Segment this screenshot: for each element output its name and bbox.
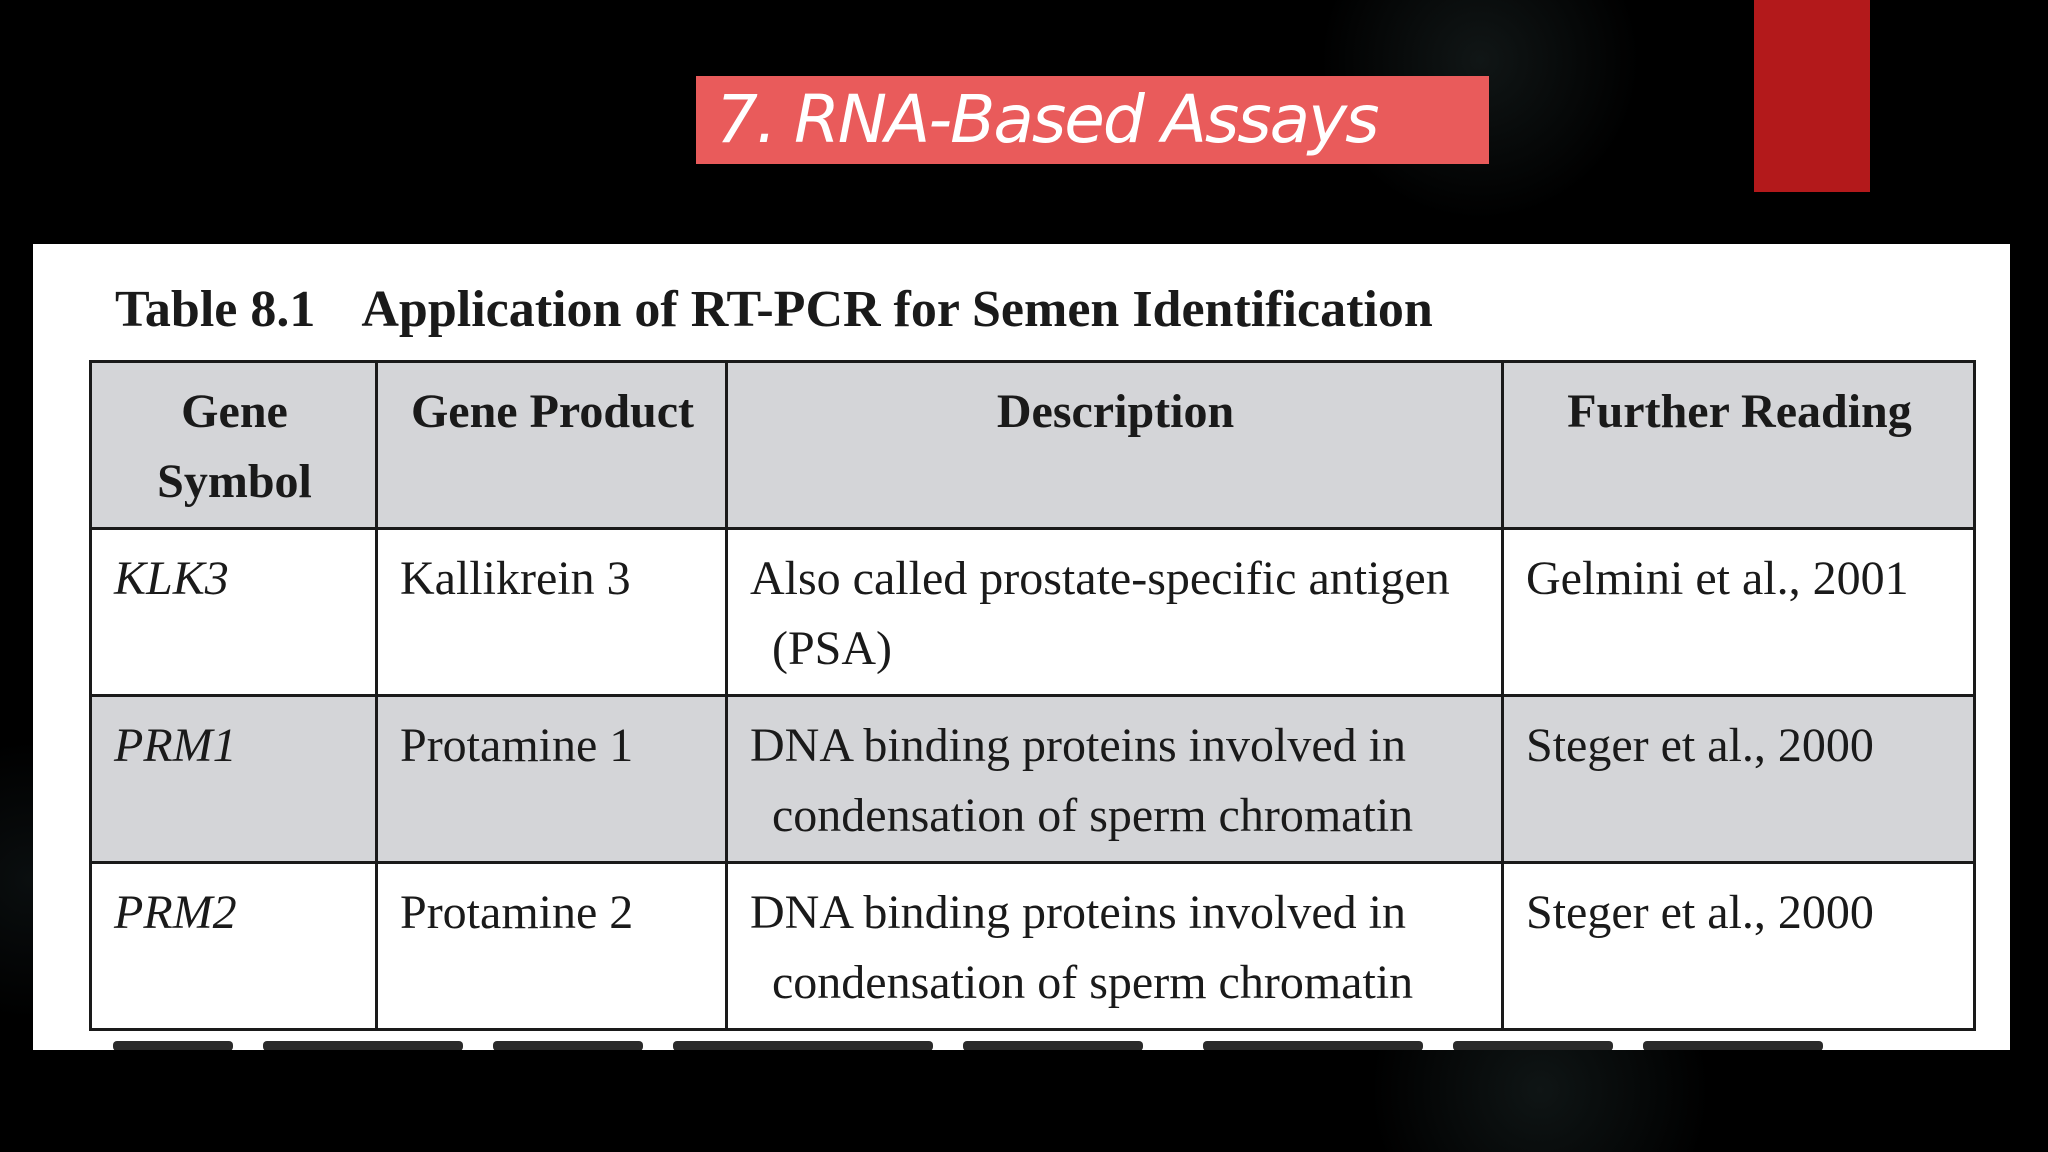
header-further-reading: Further Reading bbox=[1503, 362, 1975, 529]
accent-bar bbox=[1754, 0, 1870, 192]
table-caption-number: Table 8.1 bbox=[115, 281, 316, 338]
cell-further-reading: Gelmini et al., 2001 bbox=[1503, 529, 1975, 696]
cell-gene-product: Protamine 1 bbox=[377, 696, 727, 863]
cell-gene-symbol: PRM2 bbox=[91, 863, 377, 1030]
table-image bbox=[33, 244, 2010, 1050]
table-row bbox=[91, 529, 1975, 696]
description-line-1: Also called prostate-specific antigen bbox=[750, 552, 1450, 605]
table-header-row bbox=[91, 362, 1975, 529]
cell-gene-symbol: KLK3 bbox=[91, 529, 377, 696]
cell-gene-symbol: PRM1 bbox=[91, 696, 377, 863]
cell-gene-product: Kallikrein 3 bbox=[377, 529, 727, 696]
table-caption-title: Application of RT-PCR for Semen Identification bbox=[361, 281, 1433, 338]
slide-title: 7. RNA-Based Assays bbox=[716, 81, 1378, 158]
cell-further-reading: Steger et al., 2000 bbox=[1503, 863, 1975, 1030]
table-caption bbox=[115, 280, 1433, 340]
cell-gene-product: Protamine 2 bbox=[377, 863, 727, 1030]
cell-description bbox=[727, 696, 1503, 863]
table-row bbox=[91, 696, 1975, 863]
slide-title-box bbox=[696, 76, 1489, 164]
cell-description bbox=[727, 863, 1503, 1030]
header-gene-symbol: Gene Symbol bbox=[91, 362, 377, 529]
description-line-2: condensation of sperm chromatin bbox=[772, 789, 1414, 842]
header-gene-product: Gene Product bbox=[377, 362, 727, 529]
description-line-2: (PSA) bbox=[772, 622, 893, 675]
header-description: Description bbox=[727, 362, 1503, 529]
cell-further-reading: Steger et al., 2000 bbox=[1503, 696, 1975, 863]
description-line-1: DNA binding proteins involved in bbox=[750, 719, 1406, 772]
table-row bbox=[91, 863, 1975, 1030]
rt-pcr-table bbox=[89, 360, 1976, 1031]
cell-description bbox=[727, 529, 1503, 696]
description-line-2: condensation of sperm chromatin bbox=[772, 956, 1414, 1009]
description-line-1: DNA binding proteins involved in bbox=[750, 886, 1406, 939]
cropped-footnote bbox=[113, 1038, 1893, 1050]
